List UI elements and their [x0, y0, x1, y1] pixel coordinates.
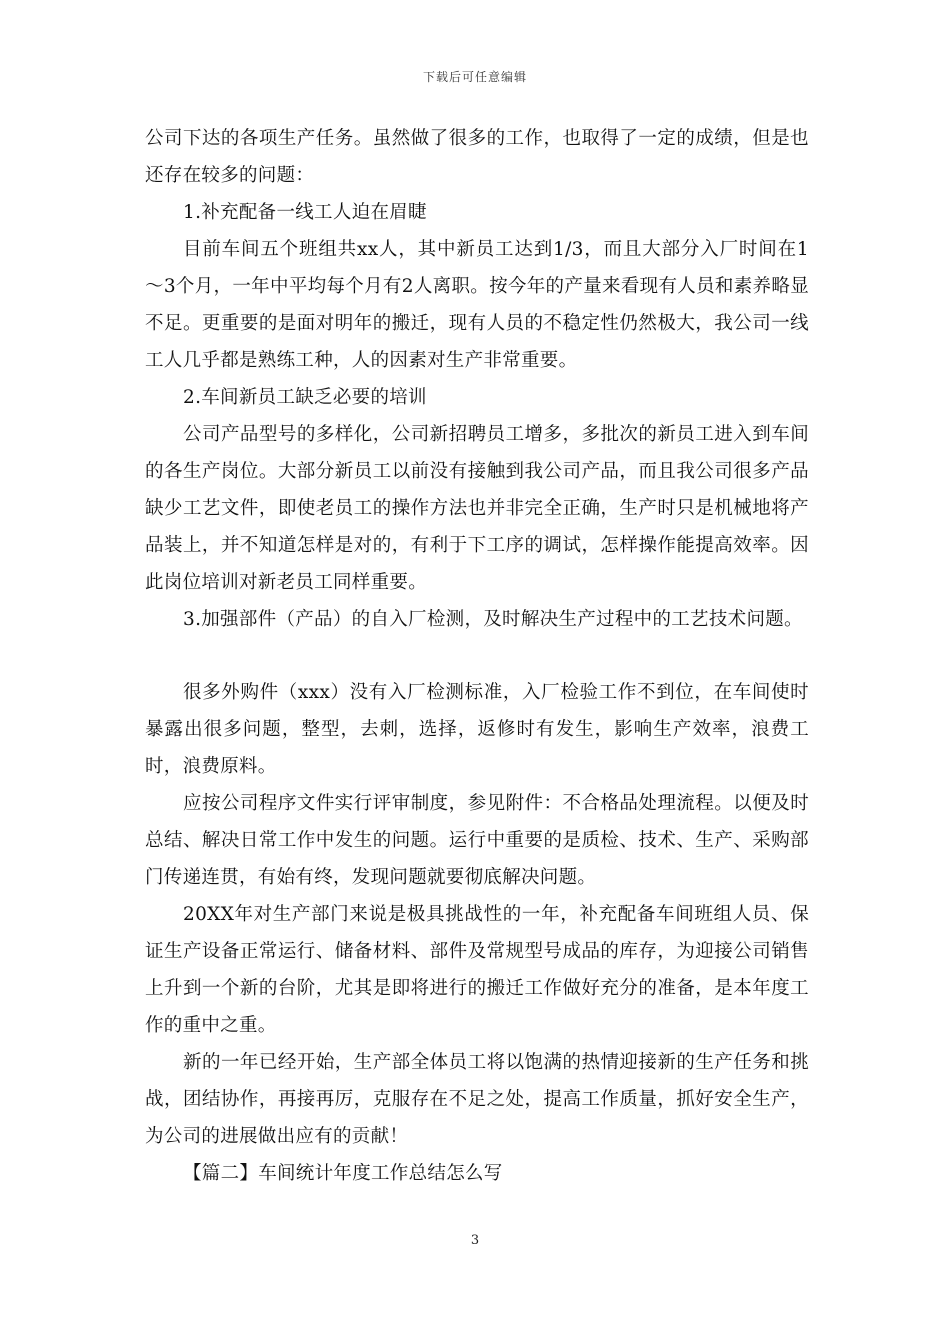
paragraph-continuation: 公司下达的各项生产任务。虽然做了很多的工作，也取得了一定的成绩，但是也还存在较多的问题： — [145, 128, 809, 186]
section-heading-3: 3.加强部件（产品）的自入厂检测，及时解决生产过程中的工艺技术问题。 — [183, 609, 803, 630]
paragraph: 20XX年对生产部门来说是极具挑战性的一年，补充配备车间班组人员、保证生产设备正常运行、储备材料、部件及常规型号成品的库存，为迎接公司销售上升到一个新的台阶，尤其是即将进行的搬迁工作做好充分的准备，是本年度工作的重中之重。 — [145, 904, 809, 1036]
blank-line — [145, 638, 809, 674]
section-heading-1: 1.补充配备一线工人迫在眉睫 — [183, 202, 427, 223]
article-heading: 【篇二】车间统计年度工作总结怎么写 — [183, 1163, 503, 1184]
document-body — [145, 120, 809, 1192]
paragraph: 公司产品型号的多样化，公司新招聘员工增多，多批次的新员工进入到车间的各生产岗位。大部分新员工以前没有接触到我公司产品，而且我公司很多产品缺少工艺文件，即使老员工的操作方法也并非完全正确，生产时只是机械地将产品装上，并不知道怎样是对的，有利于下工序的调试，怎样操作能提高效率。因此岗位培训对新老员工同样重要。 — [145, 424, 809, 593]
paragraph: 目前车间五个班组共xx人，其中新员工达到1/3，而且大部分入厂时间在1～3个月，一年中平均每个月有2人离职。按今年的产量来看现有人员和素养略显不足。更重要的是面对明年的搬迁，现有人员的不稳定性仍然极大，我公司一线工人几乎都是熟练工种，人的因素对生产非常重要。 — [145, 239, 809, 371]
page-number: 3 — [470, 1233, 480, 1248]
paragraph: 应按公司程序文件实行评审制度，参见附件：不合格品处理流程。以便及时总结、解决日常工作中发生的问题。运行中重要的是质检、技术、生产、采购部门传递连贯，有始有终，发现问题就要彻底解决问题。 — [145, 793, 809, 888]
paragraph: 新的一年已经开始，生产部全体员工将以饱满的热情迎接新的生产任务和挑战，团结协作，再接再厉，克服存在不足之处，提高工作质量，抓好安全生产，为公司的进展做出应有的贡献！ — [145, 1052, 809, 1147]
section-heading-2: 2.车间新员工缺乏必要的培训 — [183, 387, 427, 408]
paragraph: 很多外购件（xxx）没有入厂检测标准，入厂检验工作不到位，在车间使时暴露出很多问题，整型，去刺，选择，返修时有发生，影响生产效率，浪费工时，浪费原料。 — [145, 682, 809, 777]
page-header: 下载后可任意编辑 — [422, 70, 527, 84]
